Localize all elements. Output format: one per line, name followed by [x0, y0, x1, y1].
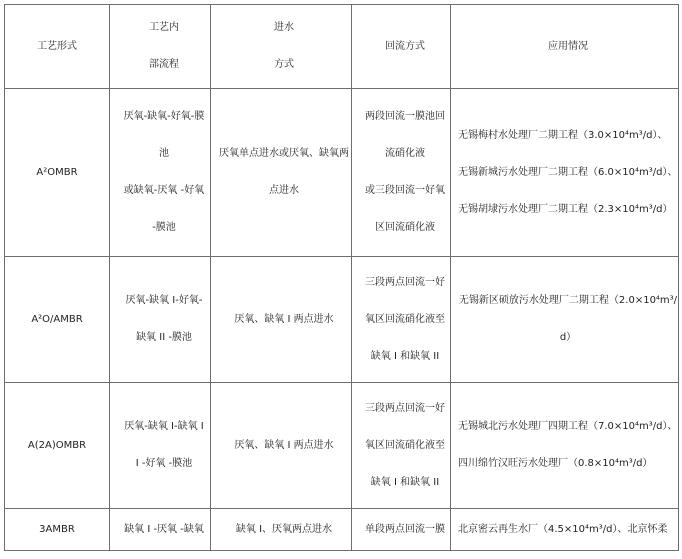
inflow-mode-cell [211, 89, 352, 257]
cell-text-line: 无锡新城污水处理厂二期工程（6.0×10⁴m³/d）、 [458, 166, 678, 178]
cell-text-line: 池 [159, 148, 169, 159]
inflow-mode-cell [211, 257, 352, 383]
cell-text-line: 两段回流一膜池回 [365, 111, 445, 122]
internal-flow-cell [110, 383, 211, 509]
cell-text-line: 或三段回流一好氧 [365, 185, 445, 196]
cell-text-line: 北京密云再生水厂（4.5×10⁴m³/d）、北京怀柔 [458, 523, 668, 535]
header-application [451, 5, 679, 89]
cell-text-line: A²OMBR [36, 166, 78, 178]
cell-text-line: 无锡城北污水处理厂四期工程（7.0×10⁴m³/d）、 [458, 421, 678, 432]
cell-text-line: 方式 [274, 59, 294, 70]
table-row [5, 383, 679, 509]
table-row [5, 89, 679, 257]
cell-text-line: 部流程 [149, 59, 179, 70]
cell-text-line: 进水 [274, 22, 294, 33]
header-return-mode [352, 5, 451, 89]
cell-text-line: 厌氧、缺氧 I 两点进水 [234, 313, 334, 325]
header-row [5, 5, 679, 89]
cell-text-line: A²O/AMBR [31, 313, 83, 325]
cell-text-line: 厌氧单点进水或厌氧、缺氧两 [219, 148, 349, 159]
cell-text-line: A(2A)OMBR [27, 439, 87, 451]
cell-text-line: 厌氧、缺氧 I 两点进水 [234, 439, 334, 451]
cell-text-line: 工艺内 [149, 22, 179, 33]
return-mode-cell [352, 509, 451, 551]
cell-text-line: 无锡梅村水处理厂二期工程（3.0×10⁴m³/d）、 [458, 129, 668, 141]
cell-text-line: 三段两点回流一好 [365, 276, 445, 288]
cell-text-line: 厌氧-缺氧-好氧-膜 [123, 111, 205, 122]
cell-text-line: 氧区回流硝化液至 [365, 439, 445, 451]
cell-text-line: 流硝化液 [385, 148, 425, 159]
process-form-cell [5, 257, 110, 383]
process-form-cell [5, 89, 110, 257]
return-mode-cell [352, 89, 451, 257]
return-mode-cell [352, 257, 451, 383]
cell-text-line: 单段两点回流一膜 [365, 523, 445, 535]
cell-text-line: d） [559, 332, 577, 343]
table-row [5, 509, 679, 551]
cell-text-line: 无锡新区硕放污水处理厂二期工程（2.0×10⁴m³/ [458, 295, 678, 306]
cell-text-line: 应用情况 [548, 40, 588, 52]
return-mode-cell [352, 383, 451, 509]
application-cell [451, 383, 679, 509]
inflow-mode-cell [211, 509, 352, 551]
cell-text-line: I -好氧 -膜池 [135, 458, 193, 469]
cell-text-line: 缺氧 I 和缺氧 II [370, 350, 440, 362]
cell-text-line: 点进水 [269, 185, 299, 196]
cell-text-line: 缺氧 I 和缺氧 II [370, 476, 440, 488]
internal-flow-cell [110, 89, 211, 257]
internal-flow-cell [110, 257, 211, 383]
internal-flow-cell [110, 509, 211, 551]
process-form-cell [5, 509, 110, 551]
process-comparison-table [4, 4, 679, 551]
application-cell [451, 509, 679, 551]
cell-text-line: 缺氧 I -厌氧 -缺氧 [124, 523, 204, 535]
cell-text-line: 工艺形式 [37, 40, 77, 52]
cell-text-line: 厌氧-缺氧 I-好氧- [125, 295, 203, 306]
cell-text-line: 三段两点回流一好 [365, 402, 445, 414]
cell-text-line: 缺氧 I、厌氧两点进水 [235, 523, 333, 535]
table-row [5, 257, 679, 383]
cell-text-line: 无锡胡埭污水处理厂二期工程（2.3×10⁴m³/d） [458, 203, 673, 215]
header-process-form [5, 5, 110, 89]
cell-text-line: 厌氧-缺氧 I-缺氧 I [124, 421, 204, 432]
application-cell [451, 257, 679, 383]
process-form-cell [5, 383, 110, 509]
cell-text-line: 3AMBR [39, 523, 75, 535]
cell-text-line: 或缺氧-厌氧 -好氧 [123, 185, 205, 196]
header-inflow-mode [211, 5, 352, 89]
cell-text-line: 区回流硝化液 [375, 222, 435, 233]
inflow-mode-cell [211, 383, 352, 509]
cell-text-line: 氧区回流硝化液至 [365, 313, 445, 325]
header-internal-flow [110, 5, 211, 89]
application-cell [451, 89, 679, 257]
cell-text-line: 缺氧 II -膜池 [136, 332, 192, 343]
cell-text-line: 四川绵竹汉旺污水处理厂（0.8×10⁴m³/d） [458, 458, 653, 469]
cell-text-line: -膜池 [152, 222, 176, 233]
cell-text-line: 回流方式 [385, 40, 425, 52]
